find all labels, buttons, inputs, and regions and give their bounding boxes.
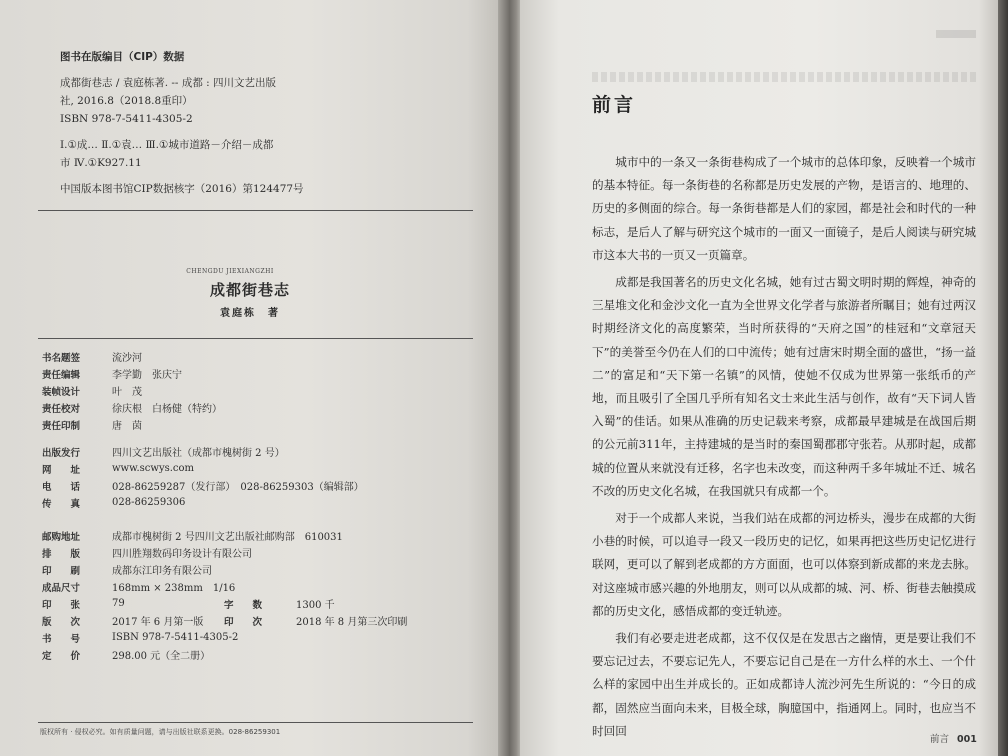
- print-value: 1300 千: [296, 600, 335, 611]
- credit-row: [42, 416, 222, 433]
- page-edge-shadow: [998, 0, 1008, 756]
- bleed-through-shadow: [936, 30, 976, 38]
- divider: [38, 722, 473, 723]
- divider: [38, 338, 473, 339]
- print-label: 排 版: [42, 548, 81, 560]
- cip-verify-number: 中国版本图书馆CIP数据核字（2016）第124477号: [60, 183, 304, 195]
- credit-row: [42, 348, 222, 365]
- publisher-row: [42, 477, 364, 494]
- credit-label: 责任编辑: [42, 369, 81, 381]
- preface-body: [592, 151, 976, 743]
- preface-title: 前言: [592, 94, 637, 116]
- credit-row: [42, 382, 222, 399]
- book-title: 成都街巷志: [209, 281, 290, 299]
- print-value: 2017 年 6 月第一版: [112, 617, 204, 628]
- print-value: 四川胜翔数码印务设计有限公司: [112, 549, 252, 560]
- print-label: 印 张: [42, 599, 81, 611]
- copyright-notice: 版权所有 · 侵权必究。如有质量问题，请与出版社联系更换。028-86259301: [40, 728, 281, 736]
- print-label: 定 价: [42, 650, 81, 662]
- preface-paragraph: 成都是我国著名的历史文化名城，她有过古蜀文明时期的辉煌，神奇的三星堆文化和金沙文化一直为全世界文化学者与旅游者所瞩目；她有过两汉时期经济文化的高度繁荣，当时所获得的“天府之国”的桂冠和“文章冠天下”的美誉至今仍在人们的口中流传；她有过唐宋时期全面的盛世，“扬一益二”的富足和“天下第一名镇”的风情，使她不仅成为世界第一张纸币的产地，而且吸引了全国几乎所有知名文士来此生活与创作，故有“天下词人皆入蜀”的佳话。如果从准确的历史记载来考察，成都最早建城是在战国后期的公元前311年，主持建城的是当时的秦国蜀郡郡守张若。从那时起，成都城的位置从来就没有迁移，名字也未改变，而这种两千多年城址不迁、城名不改的历史文化名城，在我国就只有成都一个。: [592, 275, 976, 498]
- publisher-phone: 028-86259287（发行部） 028-86259303（编辑部）: [112, 482, 364, 493]
- print-row: [42, 527, 407, 544]
- print-value: 168mm × 238mm 1/16: [112, 583, 236, 594]
- publisher-label: 出版发行: [42, 447, 81, 459]
- book-author: 袁庭栋 著: [220, 308, 280, 319]
- credit-value: 徐庆根 白杨健（特约）: [112, 404, 222, 415]
- print-value: 成都东江印务有限公司: [112, 566, 212, 577]
- cip-heading: 图书在版编目（CIP）数据: [60, 51, 185, 63]
- cip-line: 社, 2016.8（2018.8重印）: [60, 95, 193, 107]
- credit-row: [42, 399, 222, 416]
- preface-paragraph: 对于一个成都人来说，当我们站在成都的河边桥头，漫步在成都的大街小巷的时候，可以追寻一段又一段历史的记忆，如果再把这些历史记忆进行联网，更可以了解到老成都的方方面面，也可以体察到新成都的来龙去脉。对这座城市感兴趣的外地朋友，则可以从成都的城、河、桥、街巷去触摸成都的历史文化，感悟成都的变迁轨迹。: [592, 511, 976, 618]
- page-number: 001: [957, 734, 977, 745]
- print-value: 79: [112, 598, 125, 609]
- credit-value: 流沙河: [112, 353, 142, 364]
- print-label: 字 数: [224, 599, 263, 611]
- credit-row: [42, 365, 222, 382]
- print-row: [42, 595, 407, 612]
- credit-label: 责任校对: [42, 403, 81, 415]
- footer-section: 前言: [930, 734, 950, 745]
- cip-classification: Ⅰ.①成… Ⅱ.①袁… Ⅲ.①城市道路－介绍－成都: [60, 139, 274, 151]
- credit-value: 叶 茂: [112, 387, 142, 398]
- print-row: [42, 629, 407, 646]
- print-row: [42, 612, 407, 629]
- page-footer: [930, 731, 977, 745]
- publisher-row: [42, 460, 364, 477]
- print-price: 298.00 元（全二册）: [112, 651, 211, 662]
- print-value: 2018 年 8 月第三次印刷: [296, 617, 408, 628]
- credit-label: 责任印制: [42, 420, 81, 432]
- publisher-row: [42, 494, 364, 511]
- title-pinyin: CHENGDU JIEXIANGZHI: [186, 268, 274, 275]
- publisher-value: 四川文艺出版社（成都市槐树街 2 号）: [112, 448, 285, 459]
- publisher-label: 电 话: [42, 481, 81, 493]
- preface-paragraph: 我们有必要走进老成都，这不仅仅是在发思古之幽情，更是要让我们不要忘记过去，不要忘记先人，不要忘记自己是在一方什么样的水土、一个什么样的家园中出生并成长的。正如成都诗人流沙河先生所说的：“今日的成都，固然应当面向未来，目极全球，胸臆国中，指通网上。同时，也应当不时回回: [592, 631, 976, 738]
- print-row: [42, 544, 407, 561]
- print-isbn: ISBN 978-7-5411-4305-2: [112, 632, 239, 643]
- publisher-info: [42, 443, 364, 511]
- cip-block: [60, 48, 480, 198]
- divider: [38, 210, 473, 211]
- credit-value: 唐 茵: [112, 421, 142, 432]
- cip-line: 成都街巷志 / 袁庭栋著. -- 成都 : 四川文艺出版: [60, 77, 277, 89]
- publisher-row: [42, 443, 364, 460]
- print-label: 书 号: [42, 633, 81, 645]
- print-label: 成品尺寸: [42, 582, 81, 594]
- credits-list: [42, 348, 222, 433]
- publisher-fax: 028-86259306: [112, 497, 186, 508]
- print-value: 成都市槐树街 2 号四川文艺出版社邮购部 610031: [112, 532, 343, 543]
- print-label: 邮购地址: [42, 531, 81, 543]
- credit-value: 李学勤 张庆宁: [112, 370, 182, 381]
- cip-isbn: ISBN 978-7-5411-4305-2: [60, 113, 193, 125]
- cip-classification: 市 Ⅳ.①K927.11: [60, 157, 142, 169]
- credit-label: 装帧设计: [42, 386, 81, 398]
- print-row: [42, 561, 407, 578]
- print-info: [42, 527, 407, 663]
- print-label: 版 次: [42, 616, 81, 628]
- print-row: [42, 646, 407, 663]
- publisher-website: www.scwys.com: [112, 463, 195, 474]
- credit-label: 书名题签: [42, 352, 81, 364]
- print-row: [42, 578, 407, 595]
- publisher-label: 网 址: [42, 464, 81, 476]
- title-block: [100, 268, 400, 319]
- print-label: 印 次: [224, 616, 263, 628]
- print-label: 印 刷: [42, 565, 81, 577]
- publisher-label: 传 真: [42, 498, 81, 510]
- bleed-through-shadow: [592, 72, 977, 82]
- preface-paragraph: 城市中的一条又一条街巷构成了一个城市的总体印象，反映着一个城市的基本特征。每一条街巷的名称都是历史发展的产物，是语言的、地理的、历史的多侧面的综合。每一条街巷都是人们的家园，都是社会和时代的一种标志，是后人了解与研究这个城市的一面又一面镜子，是后人阅读与研究城市这本大书的一页又一页篇章。: [592, 155, 976, 262]
